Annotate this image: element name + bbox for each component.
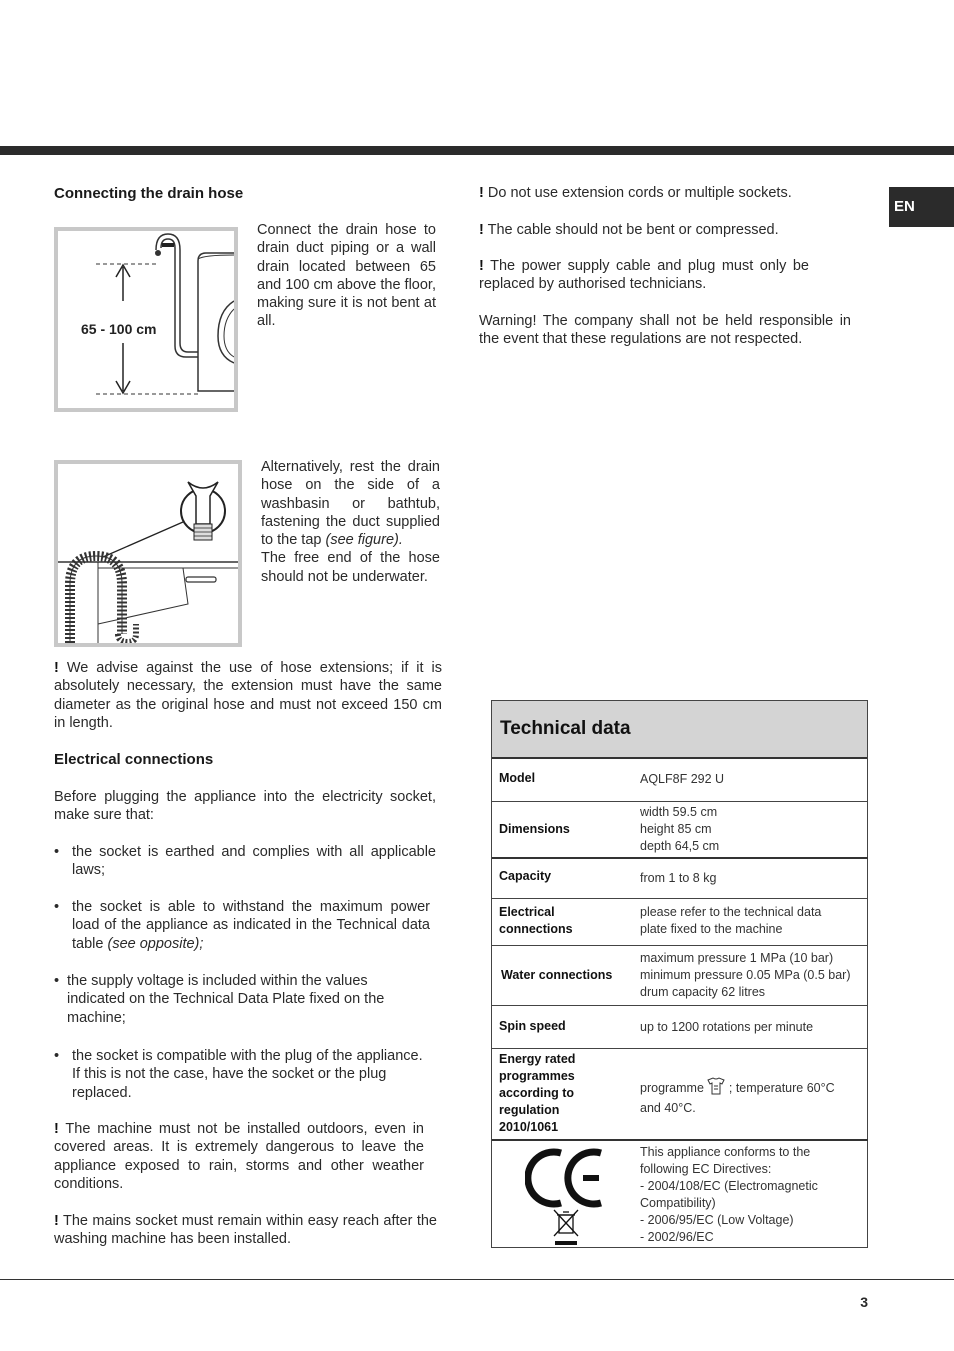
energy-label: programmes	[499, 1069, 575, 1083]
bullet-text: the socket is able to withstand the maximum power load of the appliance as indicated in the Technical data table	[72, 899, 430, 952]
capacity-label: Capacity	[499, 869, 552, 883]
top-rule	[0, 146, 954, 155]
energy-label: 2010/1061	[499, 1120, 559, 1134]
liability-warning: Warning! The company shall not be held responsible in the event that these regulations are not respected.	[479, 313, 851, 348]
ce-text: This appliance conforms to the	[640, 1145, 811, 1159]
technical-data-table	[491, 700, 868, 1248]
table-row	[492, 859, 868, 899]
electrical-value: please refer to the technical data	[640, 905, 822, 919]
electrical-intro: Before plugging the appliance into the electricity socket, make sure that:	[54, 789, 436, 824]
ce-mark-icon	[525, 1147, 605, 1252]
ce-text: - 2004/108/EC (Electromagnetic	[640, 1179, 818, 1193]
dimension-width: width 59.5 cm	[640, 805, 718, 819]
ce-text: - 2002/96/EC	[640, 1230, 714, 1244]
table-row	[492, 1006, 868, 1049]
water-label: Water connections	[501, 968, 613, 982]
drain-hose-instructions: Connect the drain hose to drain duct piping or a wall drain located between 65 and 100 cm above the floor, making sure it is not bent at all.	[257, 222, 436, 330]
model-label: Model	[499, 771, 536, 785]
washbasin-instructions	[261, 458, 440, 586]
table-row	[492, 1141, 868, 1247]
see-opposite-ref: (see opposite);	[107, 935, 204, 952]
energy-label: regulation	[499, 1103, 560, 1117]
electrical-value: plate fixed to the machine	[640, 922, 783, 936]
exclamation-mark: !	[54, 1121, 59, 1137]
warning-text: The machine must not be installed outdoors, even in covered areas. It is extremely dangerous to leave the appliance exposed to rain, storms and other weather conditions.	[54, 1121, 424, 1192]
table-row	[492, 946, 868, 1006]
bullet-item	[54, 972, 414, 1027]
electrical-label: Electrical	[499, 905, 555, 919]
see-figure-ref: (see figure).	[325, 532, 403, 549]
energy-value: and 40°C.	[640, 1101, 696, 1115]
bullet-item	[54, 1047, 430, 1102]
spin-label: Spin speed	[499, 1019, 566, 1033]
bullet-text: the socket is compatible with the plug of the appliance. If this is not the case, have the socket or the plug replaced.	[72, 1048, 423, 1101]
bullet-item	[54, 898, 430, 953]
energy-value: programme	[640, 1081, 704, 1095]
exclamation-mark: !	[479, 222, 484, 238]
water-value: drum capacity 62 litres	[640, 985, 766, 999]
note-text: The power supply cable and plug must only be replaced by authorised technicians.	[479, 258, 809, 293]
dimension-depth: depth 64,5 cm	[640, 839, 720, 853]
warning-text: The mains socket must remain within easy reach after the washing machine has been installed.	[54, 1213, 437, 1248]
table-row	[492, 1049, 868, 1141]
height-range-label: 65 - 100 cm	[81, 321, 157, 337]
exclamation-mark: !	[54, 660, 59, 676]
cable-bent-note	[479, 221, 854, 239]
electrical-label: connections	[499, 922, 573, 936]
energy-label: according to	[499, 1086, 575, 1100]
model-value: AQLF8F 292 U	[640, 772, 725, 786]
spin-value: up to 1200 rotations per minute	[640, 1020, 814, 1034]
drain-hose-heading: Connecting the drain hose	[54, 185, 244, 202]
bullet-dot: •	[54, 844, 60, 860]
wall-drain-figure	[54, 227, 238, 412]
water-value: minimum pressure 0.05 MPa (0.5 bar)	[640, 968, 851, 982]
ce-text: - 2006/95/EC (Low Voltage)	[640, 1213, 794, 1227]
water-value: maximum pressure 1 MPa (10 bar)	[640, 951, 834, 965]
hose-extension-note	[54, 659, 442, 732]
electrical-heading: Electrical connections	[54, 751, 214, 768]
socket-reach-warning	[54, 1212, 437, 1249]
bullet-dot: •	[54, 973, 60, 989]
hose-underwater-text: The free end of the hose should not be underwater.	[261, 550, 440, 585]
weee-bin-icon	[554, 1210, 578, 1245]
table-row	[492, 899, 868, 946]
exclamation-mark: !	[54, 1213, 59, 1229]
washbasin-figure	[54, 460, 242, 647]
exclamation-mark: !	[479, 185, 484, 201]
outdoor-warning	[54, 1120, 424, 1193]
bullet-item	[54, 843, 436, 880]
washbasin-text: Alternatively, rest the drain hose on the side of a washbasin or bathtub, fastening the duct supplied to the tap	[261, 459, 440, 549]
language-tab: EN	[889, 187, 954, 227]
note-text: The cable should not be bent or compressed.	[487, 222, 779, 238]
bullet-text: the supply voltage is included within the values indicated on the Technical Data Plate fixed on the machine;	[67, 973, 385, 1026]
bottom-rule	[0, 1279, 954, 1280]
table-row	[492, 802, 868, 859]
page-number: 3	[860, 1294, 868, 1310]
exclamation-mark: !	[479, 258, 484, 274]
energy-label: Energy rated	[499, 1052, 576, 1066]
ce-text: Compatibility)	[640, 1196, 716, 1210]
extension-cord-note	[479, 184, 854, 202]
note-text: We advise against the use of hose extensions; if it is absolutely necessary, the extension must have the same diameter as the original hose and must not exceed 150 cm in length.	[54, 660, 442, 731]
technical-data-title: Technical data	[492, 701, 867, 759]
cable-replace-note	[479, 257, 809, 294]
capacity-value: from 1 to 8 kg	[640, 871, 717, 885]
bullet-dot: •	[54, 899, 60, 915]
ce-text: following EC Directives:	[640, 1162, 772, 1176]
dimension-height: height 85 cm	[640, 822, 712, 836]
bullet-dot: •	[54, 1048, 60, 1064]
energy-value: ; temperature 60°C	[728, 1081, 835, 1095]
table-row	[492, 759, 868, 802]
bullet-text: the socket is earthed and complies with all applicable laws;	[72, 844, 436, 879]
cotton-programme-icon	[707, 1077, 725, 1100]
note-text: Do not use extension cords or multiple sockets.	[487, 185, 792, 201]
dimensions-label: Dimensions	[499, 822, 570, 836]
